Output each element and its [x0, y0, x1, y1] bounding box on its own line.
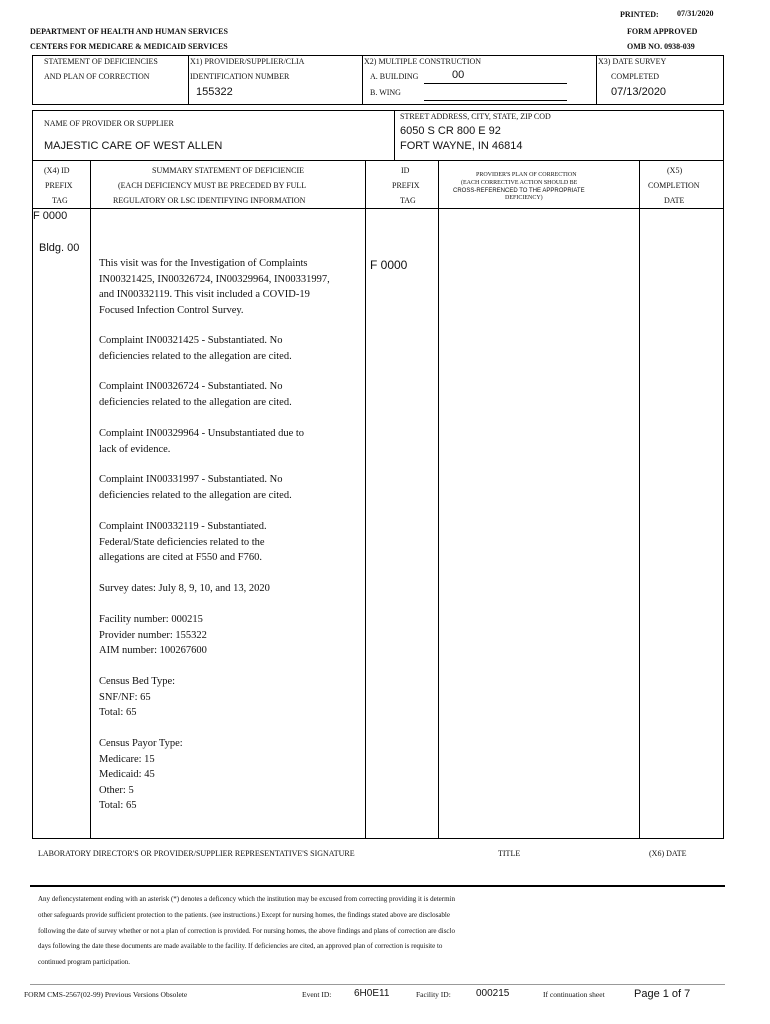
signature-label: LABORATORY DIRECTOR'S OR PROVIDER/SUPPLIER REPRESENTATIVE'S SIGNATURE	[38, 849, 355, 858]
plan-label-2: (EACH CORRECTIVE ACTION SHOULD BE	[461, 180, 578, 186]
x1-label-2: IDENTIFICATION NUMBER	[190, 72, 290, 81]
x4-label-3: TAG	[52, 196, 68, 205]
disclaimer-line-1: Any defiencystatement ending with an asterisk (*) denotes a deficency which the institution may be excused from correcting providing it is determin	[38, 895, 455, 903]
facility-id-label: Facility ID:	[416, 990, 451, 999]
id-label-2: PREFIX	[392, 181, 420, 190]
prefix-tag-right: F 0000	[370, 258, 408, 272]
address-label: STREET ADDRESS, CITY, STATE, ZIP COD	[400, 112, 551, 121]
summary-label-2: (EACH DEFICIENCY MUST BE PRECEDED BY FULL	[118, 181, 307, 190]
building-label: A. BUILDING	[370, 72, 419, 81]
x5-label-3: DATE	[664, 196, 685, 205]
x4-label-2: PREFIX	[45, 181, 73, 190]
paragraph-intro: This visit was for the Investigation of Complaints IN00321425, IN00326724, IN00329964, IN00331997, and IN00332119. This visit included a COVID-19 Focused Infection Control Survey.	[99, 258, 330, 316]
paragraph-complaint-2: Complaint IN00326724 - Substantiated. No deficiencies related to the allegation are cited.	[99, 381, 292, 408]
continuation-label: If continuation sheet	[543, 990, 605, 999]
wing-label: B. WING	[370, 88, 401, 97]
building-tag: Bldg. 00	[39, 242, 80, 254]
summary-label-3: REGULATORY OR LSC IDENTIFYING INFORMATION	[113, 196, 306, 205]
provider-id-value: 155322	[196, 86, 233, 98]
disclaimer-line-3: following the date of survey whether or not a plan of correction is provided. For nursing homes, the above findings and plans of correction are disclo	[38, 927, 455, 935]
event-id-label: Event ID:	[302, 990, 332, 999]
paragraph-census-bed: Census Bed Type: SNF/NF: 65 Total: 65	[99, 676, 176, 718]
building-value: 00	[452, 69, 465, 81]
x4-label-1: (X4) ID	[44, 166, 70, 175]
printed-label: PRINTED:	[620, 10, 659, 19]
paragraph-complaint-1: Complaint IN00321425 - Substantiated. No deficiencies related to the allegation are cited.	[99, 335, 292, 362]
cms-heading: CENTERS FOR MEDICARE & MEDICAID SERVICES	[30, 42, 228, 51]
title-label: TITLE	[498, 849, 521, 858]
disclaimer-line-2: other safeguards provide sufficient protection to the patients. (see instructions.) Except for nursing homes, the findings stated above are disclosable	[38, 911, 450, 919]
summary-label-1: SUMMARY STATEMENT OF DEFICIENCIE	[152, 166, 305, 175]
paragraph-complaint-4: Complaint IN00331997 - Substantiated. No deficiencies related to the allegation are cited.	[99, 474, 292, 501]
form-approved: FORM APPROVED	[627, 27, 698, 36]
omb-number: OMB NO. 0938-039	[627, 42, 695, 51]
address-line-1: 6050 S CR 800 E 92	[400, 125, 501, 137]
disclaimer-line-5: continued program participation.	[38, 958, 130, 966]
facility-id-value: 000215	[476, 988, 510, 999]
statement-label-2: AND PLAN OF CORRECTION	[44, 72, 150, 81]
form-number: FORM CMS-2567(02-99) Previous Versions Obsolete	[24, 990, 188, 999]
x2-label: X2) MULTIPLE CONSTRUCTION	[364, 57, 482, 66]
paragraph-facility-numbers: Facility number: 000215 Provider number: 155322 AIM number: 100267600	[99, 614, 207, 656]
statement-label-1: STATEMENT OF DEFICIENCIES	[44, 57, 158, 66]
id-label-1: ID	[401, 166, 410, 175]
x1-label-1: X1) PROVIDER/SUPPLIER/CLIA	[190, 57, 305, 66]
disclaimer-line-4: days following the date these documents are made available to the facility. If deficiencies are cited, an approved plan of correction is requisite to	[38, 942, 443, 950]
x6-date-label: (X6) DATE	[649, 849, 687, 858]
plan-label-3: CROSS-REFERENCED TO THE APPROPRIATE	[453, 188, 585, 194]
provider-name-value: MAJESTIC CARE OF WEST ALLEN	[44, 140, 223, 152]
x5-label-2: COMPLETION	[648, 181, 700, 190]
provider-name-label: NAME OF PROVIDER OR SUPPLIER	[44, 119, 174, 128]
x3-label-1: X3) DATE SURVEY	[598, 57, 667, 66]
plan-label-4: DEFICIENCY)	[505, 195, 543, 201]
address-line-2: FORT WAYNE, IN 46814	[400, 140, 523, 152]
paragraph-survey-dates: Survey dates: July 8, 9, 10, and 13, 2020	[99, 583, 270, 594]
plan-label-1: PROVIDER'S PLAN OF CORRECTION	[476, 172, 577, 178]
prefix-tag-left: F 0000	[33, 210, 68, 222]
paragraph-complaint-3: Complaint IN00329964 - Unsubstantiated due to lack of evidence.	[99, 428, 305, 455]
x3-label-2: COMPLETED	[611, 72, 659, 81]
dept-heading: DEPARTMENT OF HEALTH AND HUMAN SERVICES	[30, 27, 228, 36]
printed-date: 07/31/2020	[677, 9, 714, 18]
page-number: Page 1 of 7	[634, 988, 691, 1000]
event-id-value: 6H0E11	[354, 988, 390, 999]
x5-label-1: (X5)	[667, 166, 683, 175]
paragraph-census-payor: Census Payor Type: Medicare: 15 Medicaid: 45 Other: 5 Total: 65	[99, 738, 183, 811]
paragraph-complaint-5: Complaint IN00332119 - Substantiated. Federal/State deficiencies related to the allegations are cited at F550 and F760.	[99, 521, 267, 563]
survey-date-value: 07/13/2020	[611, 86, 667, 98]
id-label-3: TAG	[400, 196, 416, 205]
